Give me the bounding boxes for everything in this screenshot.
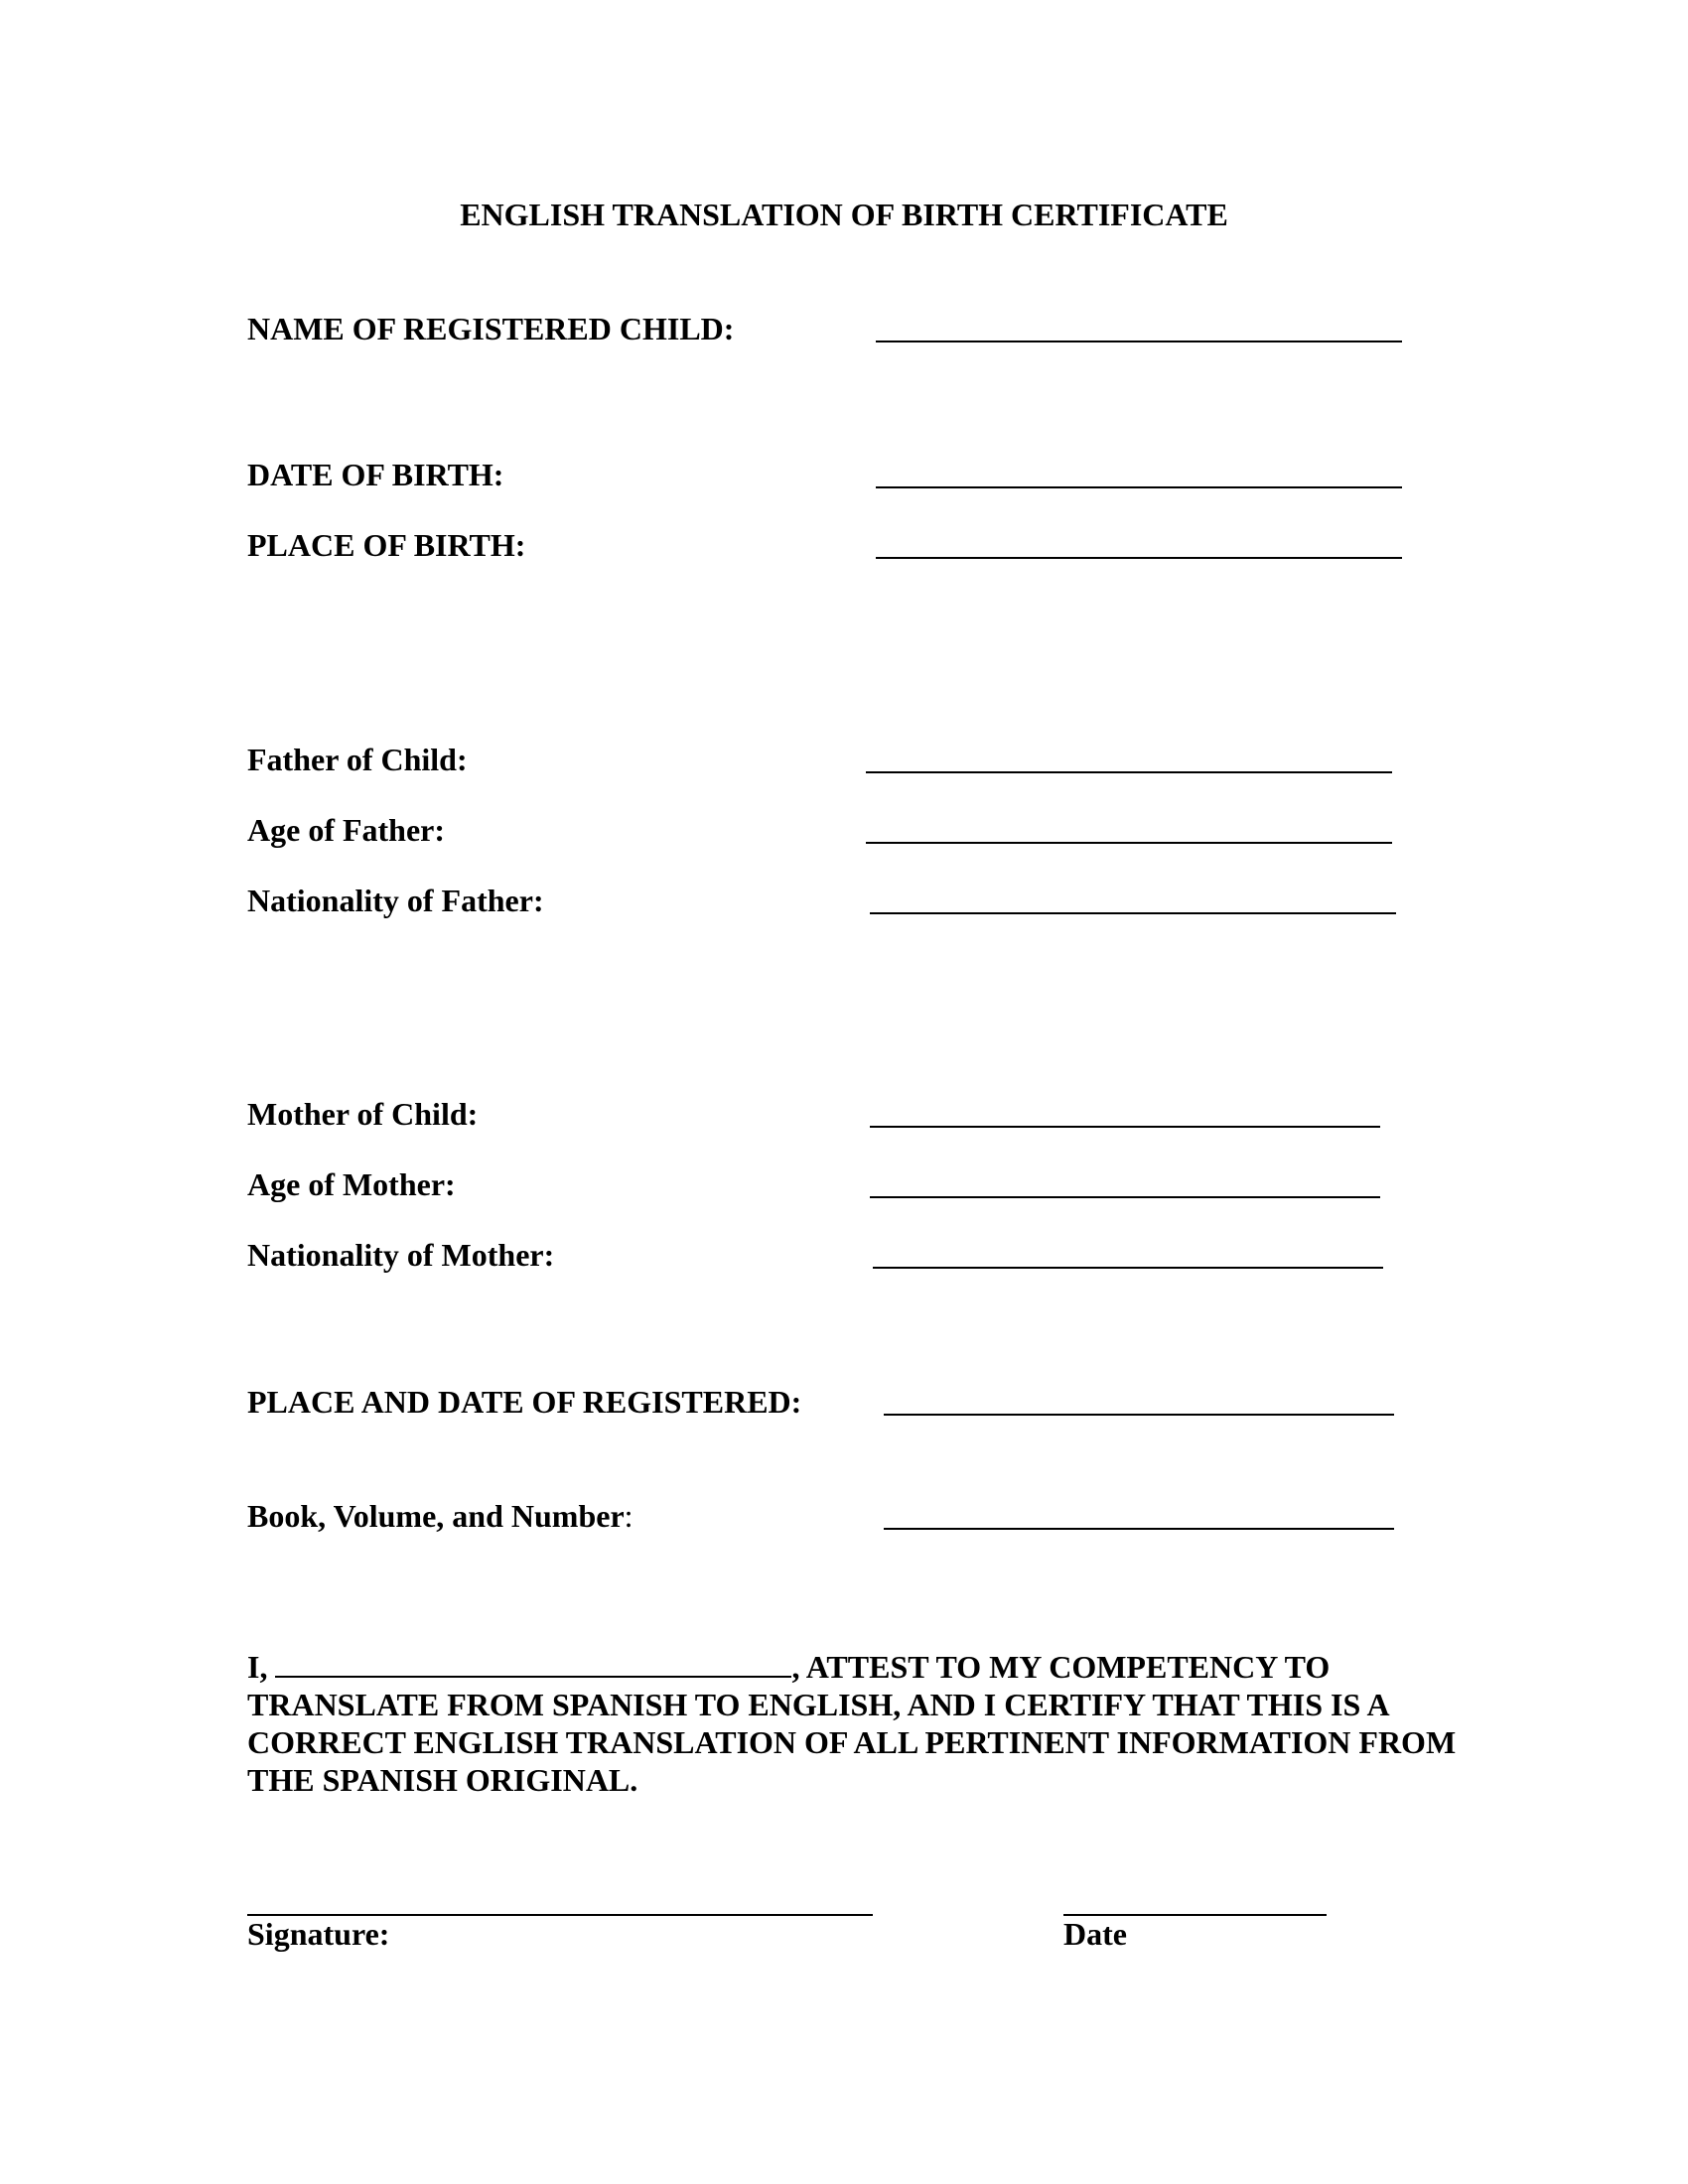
dob-field[interactable]: [876, 486, 1402, 488]
pob-field[interactable]: [876, 557, 1402, 559]
document-title: ENGLISH TRANSLATION OF BIRTH CERTIFICATE: [460, 197, 1228, 232]
date-label: Date: [1063, 1916, 1127, 1952]
mother-label: Mother of Child:: [247, 1096, 479, 1132]
registered-label: PLACE AND DATE OF REGISTERED:: [247, 1384, 802, 1420]
book-label: [247, 1498, 633, 1535]
father-label: Father of Child:: [247, 742, 468, 777]
attestation-prefix: I,: [247, 1649, 268, 1685]
dob-label: DATE OF BIRTH:: [247, 457, 504, 492]
registered-field[interactable]: [884, 1414, 1394, 1416]
attestation-line1: , ATTEST TO MY COMPETENCY TO: [791, 1649, 1331, 1685]
book-field[interactable]: [884, 1528, 1394, 1530]
father-age-label: Age of Father:: [247, 812, 446, 848]
father-nationality-label: Nationality of Father:: [247, 883, 544, 918]
signature-label: Signature:: [247, 1916, 390, 1952]
mother-nationality-label: Nationality of Mother:: [247, 1237, 555, 1273]
mother-age-field[interactable]: [870, 1196, 1380, 1198]
book-label-text: Book, Volume, and Number: [247, 1498, 625, 1534]
father-age-field[interactable]: [866, 842, 1392, 844]
attestation-paragraph: [247, 1648, 1488, 1799]
mother-age-label: Age of Mother:: [247, 1166, 456, 1202]
translator-name-field[interactable]: [275, 1650, 791, 1678]
mother-field[interactable]: [870, 1126, 1380, 1128]
father-nationality-field[interactable]: [870, 912, 1396, 914]
child-name-field[interactable]: [876, 341, 1402, 342]
attestation-body: TRANSLATE FROM SPANISH TO ENGLISH, AND I CERTIFY THAT THIS IS A CORRECT ENGLISH TRANSLATION OF ALL PERTINENT INFORMATION FROM THE SPANISH ORIGINAL.: [247, 1687, 1457, 1798]
father-field[interactable]: [866, 771, 1392, 773]
book-label-colon: :: [624, 1498, 633, 1534]
child-name-label: NAME OF REGISTERED CHILD:: [247, 311, 735, 346]
pob-label: PLACE OF BIRTH:: [247, 527, 526, 563]
mother-nationality-field[interactable]: [873, 1267, 1383, 1269]
